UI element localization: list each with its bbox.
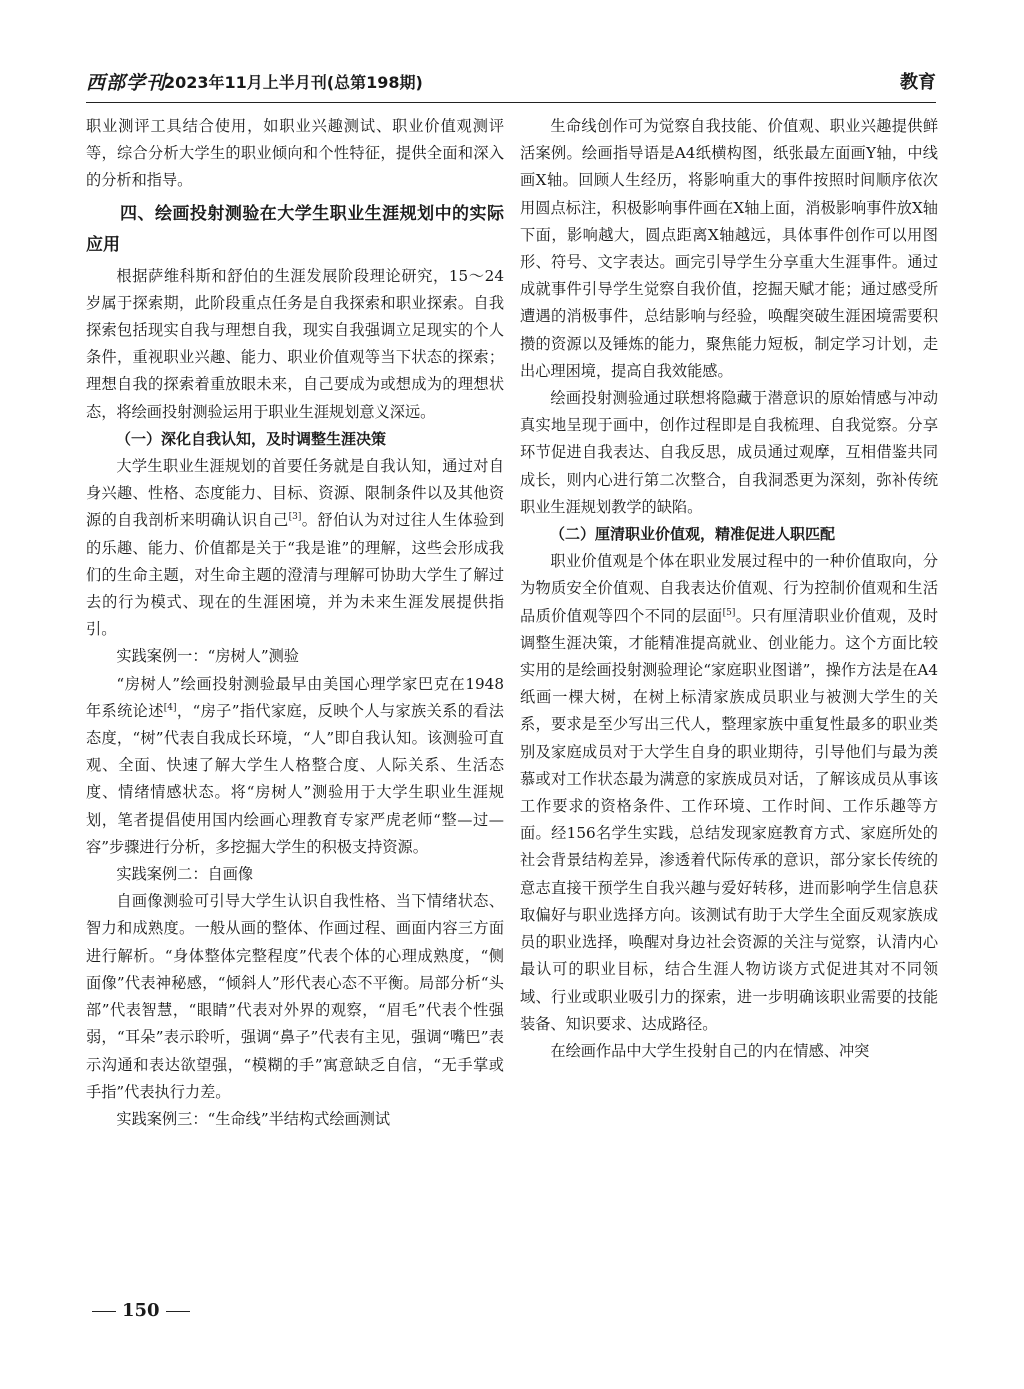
case-title: 实践案例二：自画像 <box>116 865 254 884</box>
case-title: 实践案例一：“房树人”测验 <box>116 647 299 666</box>
journal-logo: 西部学刊 <box>86 72 167 94</box>
page-footer <box>86 1300 196 1321</box>
paragraph: 自画像测验可引导大学生认识自我性格、当下情绪状态、智力和成熟度。一般从画的整体、作画过程、画面内容三方面进行解析。“身体整体完整程度”代表个体的心理成熟度，“侧面像”代表神秘感，“倾斜人”形代表心态不平衡。局部分析“头部”代表智慧，“眼睛”代表对外界的观察，“眉毛”代表个性强弱，“耳朵”表示聆听，强调“鼻子”代表有主见，强调“嘴巴”表示沟通和表达欲望强，“模糊的手”寓意缺乏自信，“无手掌或手指”代表执行力差。 <box>86 892 504 1101</box>
text-run: 职业价值观是个体在职业发展过程中的一种价值取向，分为物质安全价值观、自我表达价值观、行为控制价值观和生活品质价值观等四个不同的层面 <box>520 552 938 625</box>
subsection-heading: （一）深化自我认知，及时调整生涯决策 <box>116 429 387 448</box>
text-run: 大学生职业生涯规划的首要任务就是自我认知，通过对自身兴趣、性格、态度能力、目标、资源、限制条件以及其他资源的自我剖析来明确认识自己 <box>86 457 504 530</box>
paragraph: 根据萨维科斯和舒伯的生涯发展阶段理论研究，15～24岁属于探索期，此阶段重点任务是自我探索和职业探索。自我探索包括现实自我与理想自我，现实自我强调立足现实的个人条件，重视职业兴趣、能力、职业价值观等当下状态的探索；理想自我的探索着重放眼未来，自己要成为或想成为的理想状态，将绘画投射测验运用于职业生涯规划意义深远。 <box>86 266 504 421</box>
text-run: 。只有厘清职业价值观，及时调整生涯决策，才能精准提高就业、创业能力。这个方面比较实用的是绘画投射测验理论“家庭职业图谱”，操作方法是在A4纸画一棵大树，在树上标清家族成员职业与被测大学生的关系，要求是至少写出三代人，整理家族中重复性最多的职业类别及家庭成员对于大学生自身的职业期待，引导他们与最为羡慕或对工作状态最为满意的家族成员对话，了解该成员从事该工作要求的资格条件、工作环境、工作时间、工作乐趣等方面。经156名学生实践，总结发现家庭教育方式、家庭所处的社会背景结构差异，渗透着代际传承的意识，部分家长传统的意志直接干预学生自我兴趣与爱好转移，进而影响学生信息获取偏好与职业选择方向。该测试有助于大学生全面反观家族成员的职业选择，唤醒对身边社会资源的关注与觉察，认清内心最认可的职业目标，结合生涯人物访谈方式促进其对不同领域、行业或职业吸引力的探索，进一步明确该职业需要的技能装备、知识要求、达成路径。 <box>520 606 939 1033</box>
section-heading: 四、绘画投射测验在大学生职业生涯规划中的实际应用 <box>86 203 504 255</box>
paragraph: 绘画投射测验通过联想将隐藏于潜意识的原始情感与冲动真实地呈现于画中，创作过程即是自我梳理、自我觉察。分享环节促进自我表达、自我反思，成员通过观摩，互相借鉴共同成长，则内心进行第二次整合，自我洞悉更为深刻，弥补传统职业生涯规划教学的缺陷。 <box>520 389 938 516</box>
paragraph: 生命线创作可为觉察自我技能、价值观、职业兴趣提供鲜活案例。绘画指导语是A4纸横构图，纸张最左面画Y轴，中线画X轴。回顾人生经历，将影响重大的事件按照时间顺序依次用圆点标注，积极影响事件画在X轴上面，消极影响事件放X轴下面，影响越大，圆点距离X轴越远，具体事件创作可以用图形、符号、文字表达。画完引导学生分享重大生涯事件。通过成就事件引导学生觉察自我价值，挖掘天赋才能；通过感受所遭遇的消极事件，总结影响与经验，唤醒突破生涯困境需要积攒的资源以及锤炼的能力，聚焦能力短板，制定学习计划，走出心理困境，提高自我效能感。 <box>520 117 938 380</box>
page-number: 150 <box>122 1300 160 1321</box>
footer-dash <box>92 1311 116 1312</box>
running-header <box>86 62 936 103</box>
text-run: “房树人”绘画投射测验最早由美国心理学家巴克在1948年系统论述 <box>86 674 504 720</box>
subsection-heading: （二）厘清职业价值观，精准促进人职匹配 <box>550 525 836 544</box>
citation: [5] <box>722 607 736 618</box>
left-column <box>86 113 504 1133</box>
paragraph: 职业测评工具结合使用，如职业兴趣测试、职业价值观测评等，综合分析大学生的职业倾向和个性特征，提供全面和深入的分析和指导。 <box>86 117 504 190</box>
section-name: 教育 <box>900 72 936 93</box>
paragraph <box>86 453 504 643</box>
footer-dash <box>166 1311 190 1312</box>
citation: [4] <box>163 702 177 713</box>
issue-info: 2023年11月上半月刊(总第198期) <box>164 73 423 92</box>
case-title: 实践案例三：“生命线”半结构式绘画测试 <box>116 1109 391 1128</box>
paragraph: 在绘画作品中大学生投射自己的内在情感、冲突 <box>550 1041 870 1060</box>
text-run: 。舒伯认为对过往人生体验到的乐趣、能力、价值都是关于“我是谁”的理解，这些会形成我们的生命主题，对生命主题的澄清与理解可协助大学生了解过去的行为模式、现在的生涯困境，并为未来生涯发展提供指引。 <box>86 511 505 639</box>
text-run: ，“房子”指代家庭，反映个人与家族关系的看法态度，“树”代表自我成长环境，“人”即自我认知。该测验可直观、全面、快速了解大学生人格整合度、人际关系、生活态度、情绪情感状态。将“房树人”测验用于大学生职业生涯规划，笔者提倡使用国内绘画心理教育专家严虎老师“整—过—容”步骤进行分析，多挖掘大学生的积极支持资源。 <box>86 701 504 856</box>
paragraph <box>86 671 504 861</box>
citation: [3] <box>288 512 302 523</box>
right-column <box>520 113 938 1065</box>
paragraph <box>520 548 938 1038</box>
